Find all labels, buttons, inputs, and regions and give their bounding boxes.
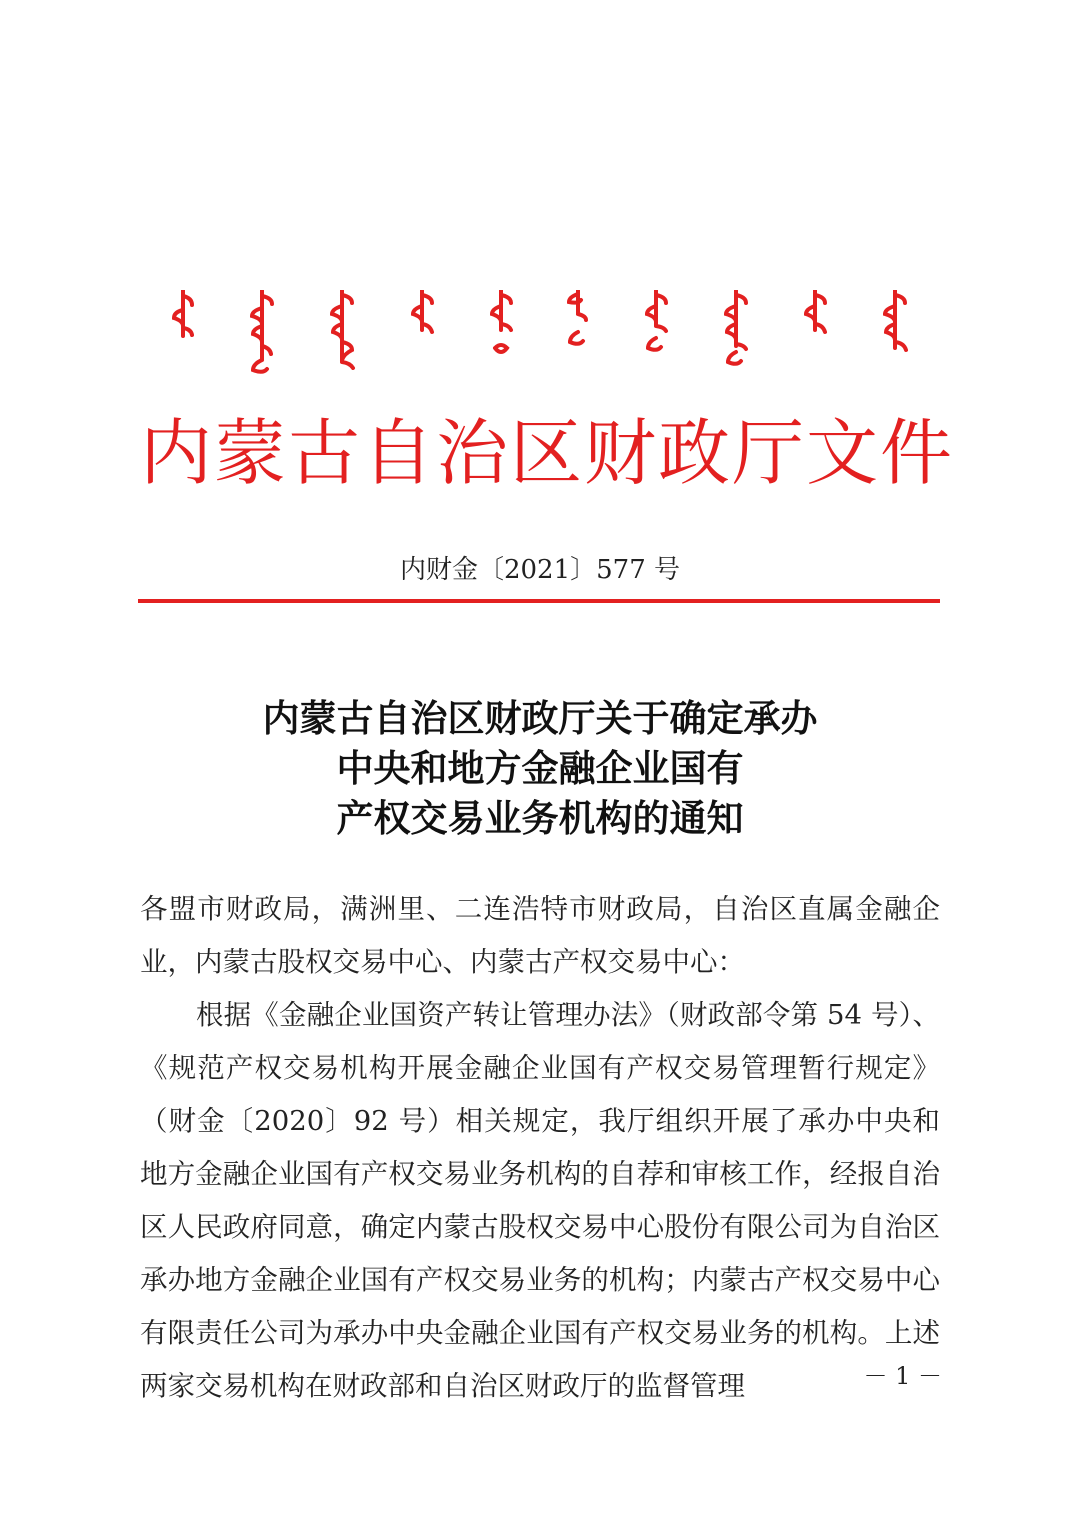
- document-number: 内财金〔2021〕577 号: [399, 555, 681, 585]
- mongolian-word: [408, 290, 436, 336]
- mongolian-word: [880, 290, 910, 356]
- red-divider: [138, 599, 940, 603]
- notice-body: [140, 883, 940, 1413]
- mongolian-word: [247, 290, 277, 382]
- body-paragraph: 根据《金融企业国资产转让管理办法》（财政部令第 54 号）、《规范产权交易机构开展金融企业国有产权交易管理暂行规定》（财金〔2020〕92 号）相关规定，我厅组织开展了承办中央和地方金融企业国有产权交易业务机构的自荐和审核工作，经报自治区人民政府同意，确定内蒙古股权交易中心股份有限公司为自治区承办地方金融企业国有产权交易业务的机构；内蒙古产权交易中心有限责任公司为承办中央金融企业国有产权交易业务的机构。上述两家交易机构在财政部和自治区财政厅的监督管理: [140, 999, 940, 1402]
- mongolian-word: [170, 290, 196, 340]
- addressees-paragraph: 各盟市财政局，满洲里、二连浩特市财政局，自治区直属金融企业，内蒙古股权交易中心、内蒙古产权交易中心：: [140, 893, 940, 978]
- mongolian-script-heading: [170, 290, 910, 390]
- notice-title: [140, 693, 940, 843]
- mongolian-word: [565, 290, 591, 354]
- notice-title-line: 中央和地方金融企业国有: [336, 746, 744, 790]
- page-number: － 1 －: [863, 1362, 942, 1390]
- mongolian-word: [801, 290, 829, 336]
- mongolian-word: [327, 290, 357, 370]
- document-header-title: 内蒙古自治区财政厅文件: [140, 411, 955, 495]
- notice-title-line: 内蒙古自治区财政厅关于确定承办: [262, 696, 818, 740]
- mongolian-word: [642, 290, 670, 360]
- mongolian-word: [487, 290, 515, 360]
- mongolian-word: [721, 290, 751, 370]
- notice-title-line: 产权交易业务机构的通知: [336, 796, 744, 840]
